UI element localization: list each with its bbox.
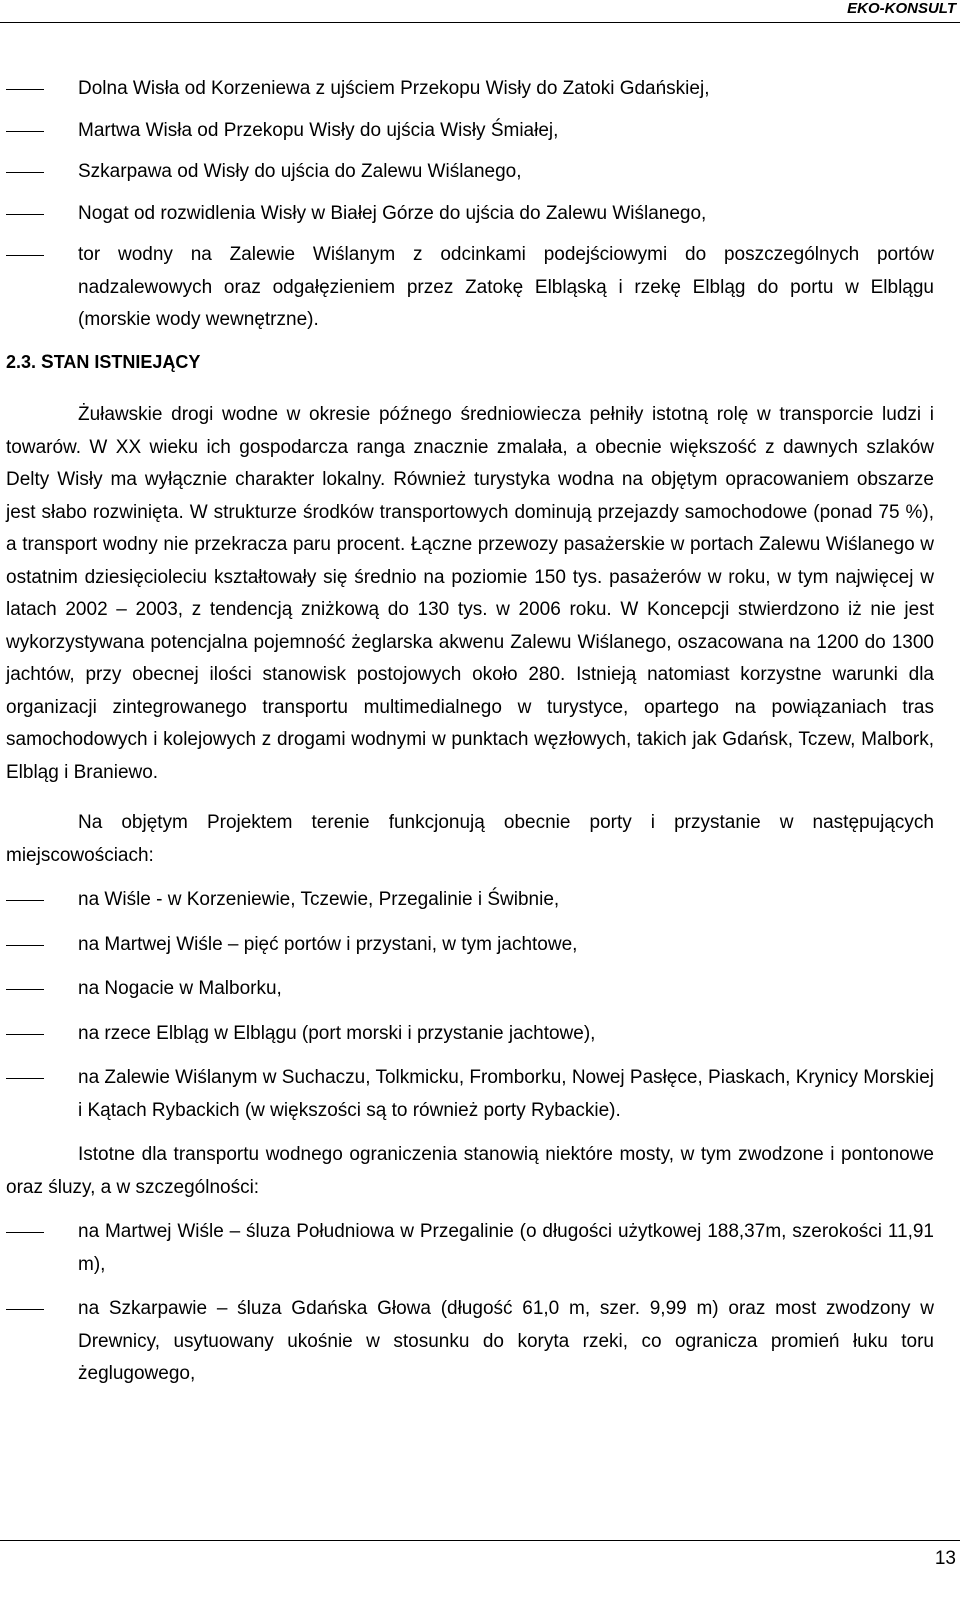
header-label: EKO-KONSULT [847,0,956,17]
list-item: na Szkarpawie – śluza Gdańska Głowa (długość 61,0 m, szer. 9,99 m) oraz most zwodzony w Drewnicy, usytuowany ukośnie w stosunku do koryta rzeki, co ogranicza promień łuku toru żeglugowego, [78,1298,934,1384]
list-item: na rzece Elbląg w Elblągu (port morski i przystanie jachtowe), [78,1022,596,1044]
footer-rule [0,1540,960,1541]
list-item: na Martwej Wiśle – pięć portów i przystani, w tym jachtowe, [78,933,578,955]
waterways-list [6,73,934,337]
paragraph-restrictions-intro: Istotne dla transportu wodnego ograniczenia stanowią niektóre mosty, w tym zwodzone i pontonowe oraz śluzy, a w szczególności: [6,1144,934,1198]
section-title-initial: S [41,351,54,373]
paragraph-ports-intro: Na objętym Projektem terenie funkcjonują obecnie porty i przystanie w następujących miejscowościach: [6,812,934,866]
section-number: 2.3. [6,351,37,372]
restrictions-list [6,1216,934,1391]
list-item: Dolna Wisła od Korzeniewa z ujściem Przekopu Wisły do Zatoki Gdańskiej, [78,78,710,99]
document-body [6,73,934,1403]
section-heading [6,346,934,380]
list-item: na Wiśle - w Korzeniewie, Tczewie, Przegalinie i Świbnie, [78,889,560,910]
list-item: Martwa Wisła od Przekopu Wisły do ujścia Wisły Śmiałej, [78,119,559,141]
ports-list [6,884,934,1127]
list-item: na Zalewie Wiślanym w Suchaczu, Tolkmicku, Fromborku, Nowej Pasłęce, Piaskach, Krynicy Morskiej i Kątach Rybackich (w większości są to również porty Rybackie). [78,1067,934,1121]
list-item: Nogat od rozwidlenia Wisły w Białej Górze do ujścia do Zalewu Wiślanego, [78,202,707,224]
list-item: tor wodny na Zalewie Wiślanym z odcinkami podejściowymi do poszczególnych portów nadzalewowych oraz odgałęzieniem przez Zatokę Elbląską i rzekę Elbląg do portu w Elblągu (morskie wody wewnętrzne). [78,244,934,330]
list-item: na Nogacie w Malborku, [78,978,282,999]
paragraph-current-state: Żuławskie drogi wodne w okresie późnego średniowiecza pełniły istotną rolę w transporcie ludzi i towarów. W XX wieku ich gospodarcza ranga znacznie zmalała, a obecnie większość z dawnych szlaków Delty Wisły ma wyłącznie charakter lokalny. Również turystyka wodna na objętym opracowaniem obszarze jest słabo rozwinięta. W strukturze środków transportowych dominują przejazdy samochodowe (ponad 75 %), a transport wodny nie przekracza paru procent. Łączne przewozy pasażerskie w portach Zalewu Wiślanego w ostatnim dziesięcioleciu kształtowały się średnio na poziomie 150 tys. pasażerów w roku, w tym najwięcej w latach 2002 – 2003, z tendencją zniżkową do 130 tys. w 2006 roku. W Koncepcji stwierdzono iż nie jest wykorzystywana potencjalna pojemność żeglarska akwenu Zalewu Wiślanego, oszacowana na 1200 do 1300 jachtów, przy obecnej ilości stanowisk postojowych około 280. Istnieją natomiast korzystne warunki dla organizacji zintegrowanego transportu multimedialnego w turystyce, opartego na powiązaniach tras samochodowych i kolejowych z drogami wodnymi w punktach węzłowych, takich jak Gdańsk, Tczew, Malbork, Elbląg i Braniewo. [6,404,934,783]
list-item: Szkarpawa od Wisły do ujścia do Zalewu Wiślanego, [78,161,522,182]
page-number: 13 [934,1548,956,1569]
list-item: na Martwej Wiśle – śluza Południowa w Przegalinie (o długości użytkowej 188,37m, szerokości 11,91 m), [78,1221,934,1275]
section-title-rest: TAN ISTNIEJĄCY [53,351,201,372]
header-rule [0,22,960,23]
